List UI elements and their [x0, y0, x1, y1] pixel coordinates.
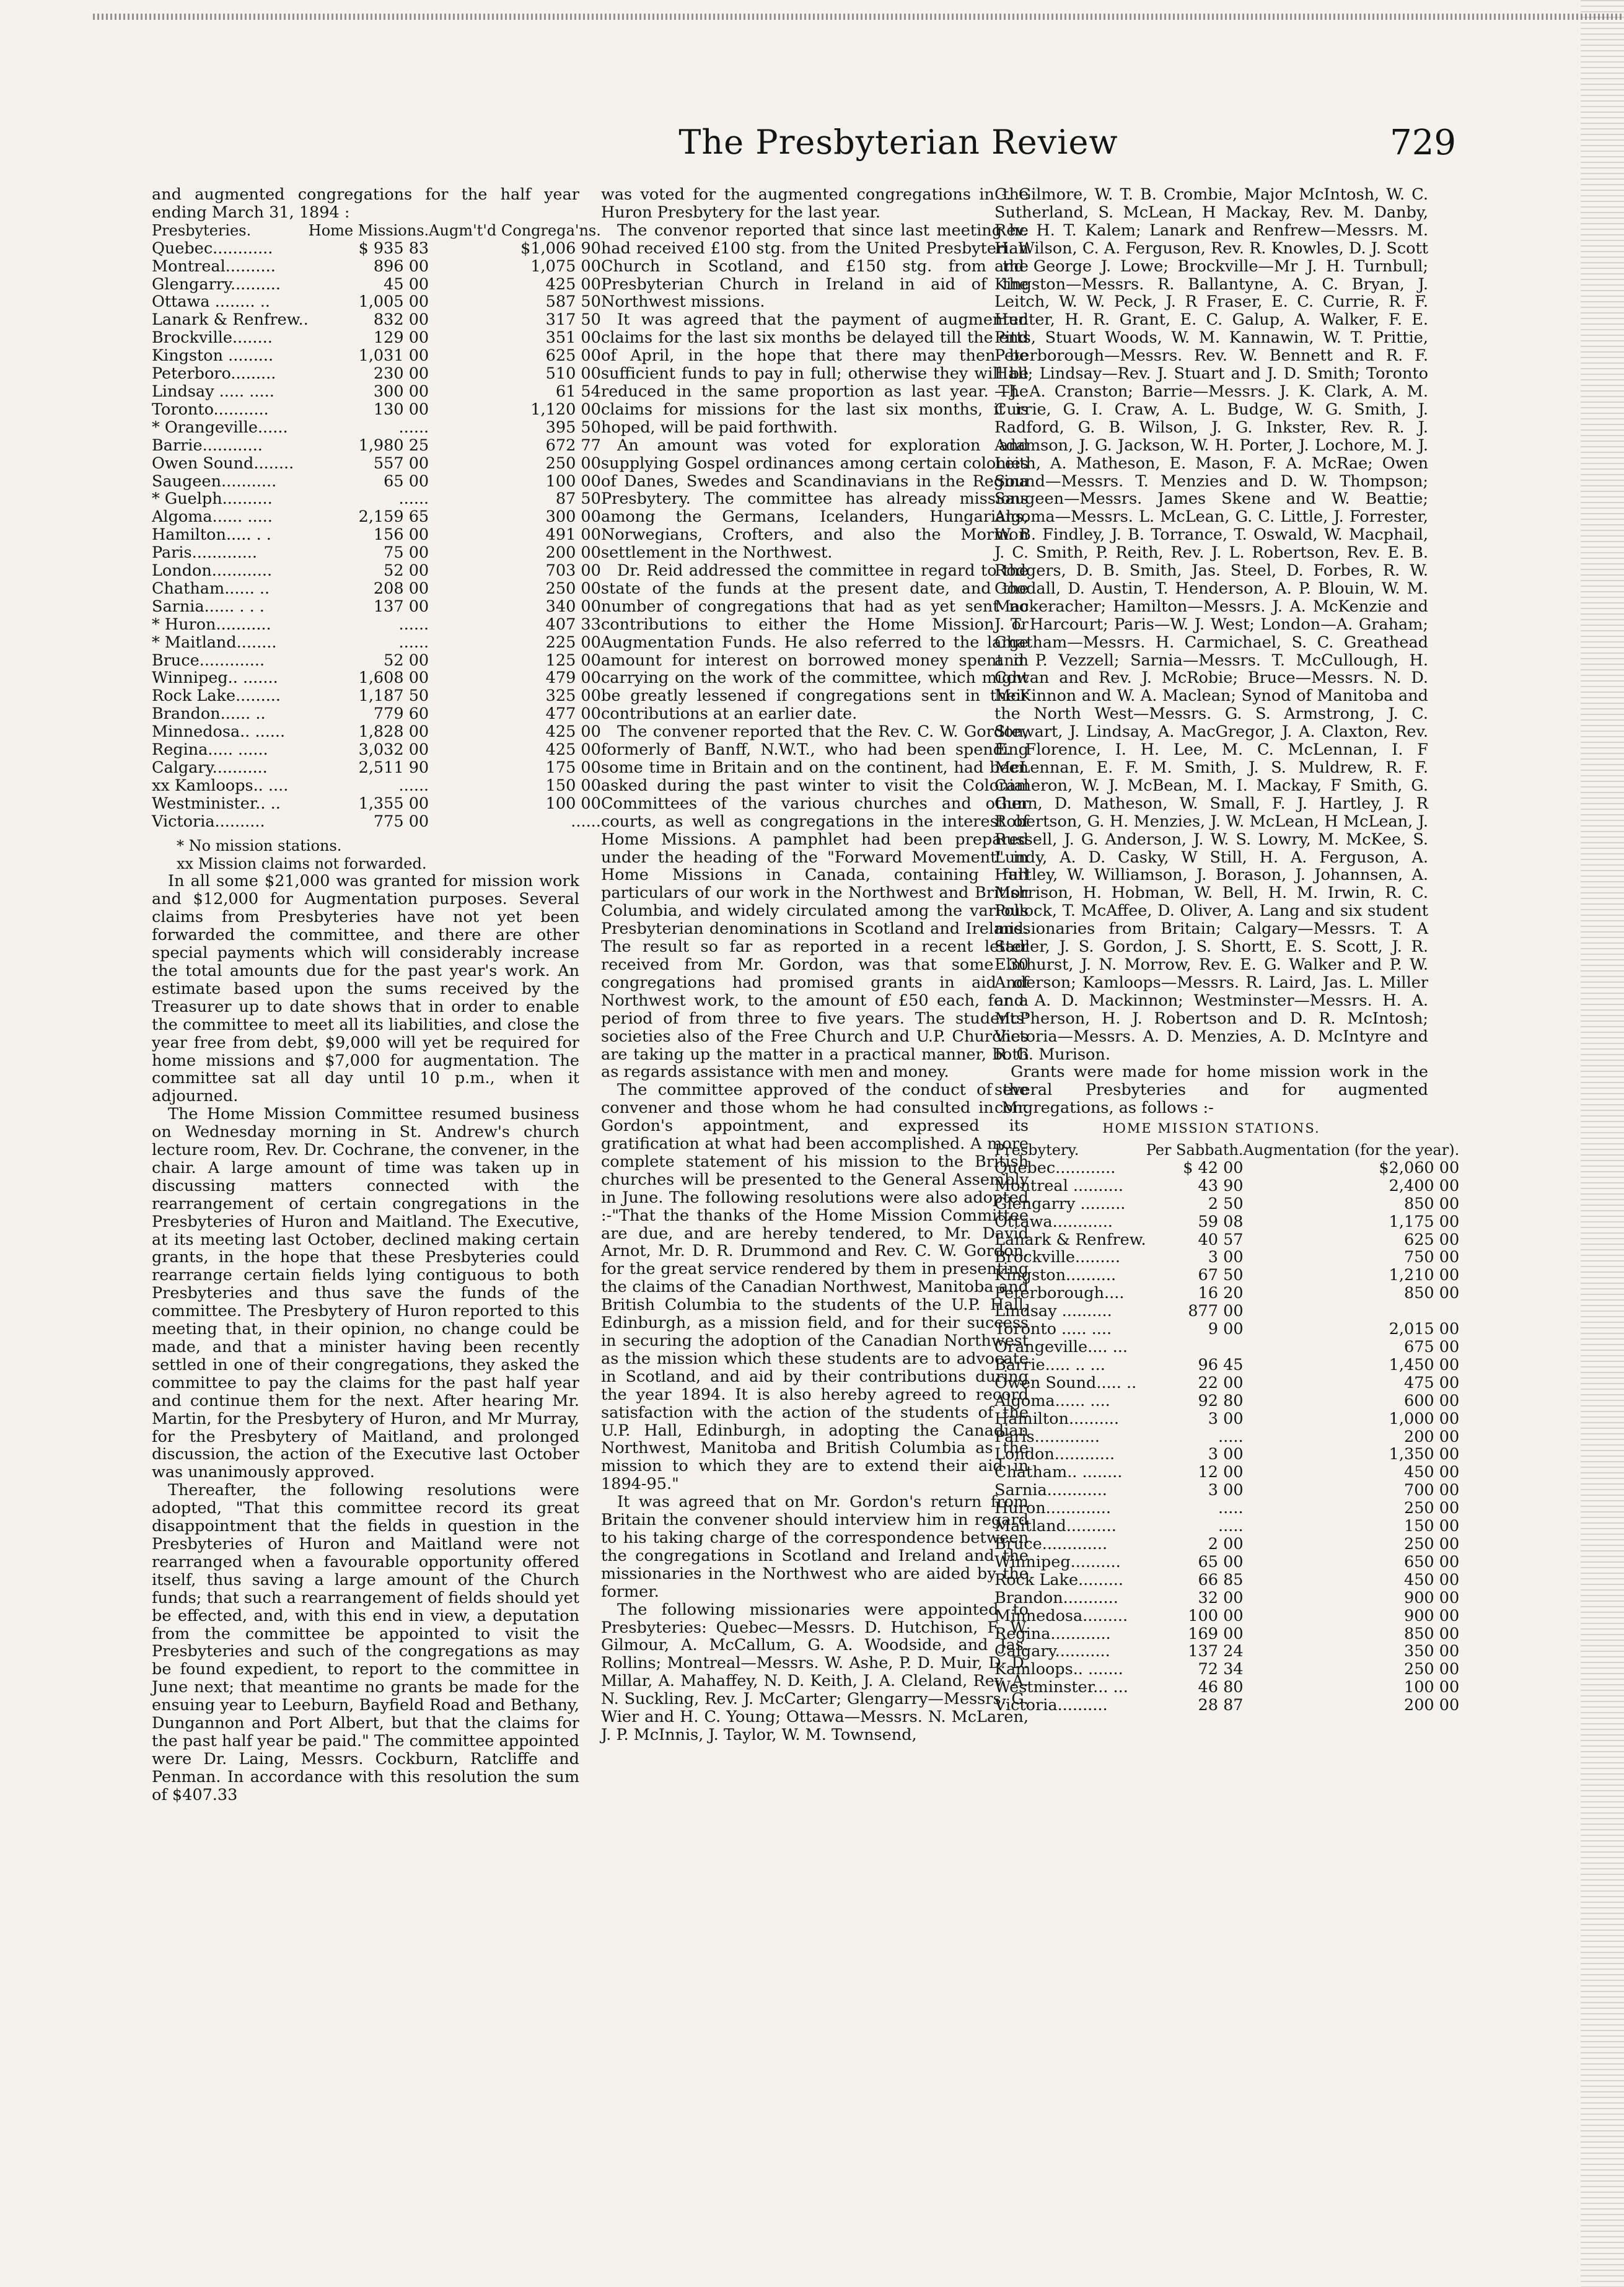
table-cell: Glengarry .........	[994, 1194, 1126, 1213]
table-cell: 200 00	[545, 543, 601, 563]
stations-table	[994, 1141, 1459, 1714]
table-cell: Paris.............	[152, 543, 258, 563]
table-row	[152, 813, 601, 831]
table-cell: 43 90	[1198, 1176, 1244, 1195]
scan-edge-right	[1581, 0, 1624, 2287]
table-cell: 425 00	[545, 274, 601, 294]
table-row	[994, 1213, 1459, 1231]
table-cell: 587 50	[545, 292, 601, 312]
table-cell: Brandon...........	[994, 1588, 1118, 1607]
table-cell: 600 00	[1403, 1391, 1460, 1410]
col2-paragraph: It was agreed that the payment of augmented claims for the last six months be delayed till the end of April, in the hope that there may then be sufficient funds to pay in full; otherwise they will be reduced in the same proportion as last year. The claims for missions for the last six months, it is hoped, will be paid forthwith.	[601, 310, 1029, 437]
scan-edge-top	[93, 14, 1624, 20]
table-cell: 9 00	[1208, 1320, 1244, 1339]
table-cell: 325 00	[545, 687, 601, 706]
table-row	[152, 311, 601, 329]
col2-paragraph: was voted for the augmented congregations in the Huron Presbytery for the last year.	[601, 185, 1029, 222]
table-cell: London............	[152, 561, 273, 581]
table-cell: 1,175 00	[1389, 1212, 1460, 1231]
table-row	[152, 401, 601, 419]
col1-intro: and augmented congregations for the half year ending March 31, 1894 :	[152, 185, 579, 222]
table-cell: 1,355 00	[358, 794, 429, 813]
table-cell: 1,450 00	[1389, 1355, 1460, 1374]
col2-paragraph: The committee approved of the conduct of the convener and those whom he had consulted in Mr. Gordon's appointment, and expressed its gratification at what had been accomplished. A more complete statement of his mission to the British churches will be presented to the General Assembly in June. The following resolutions were also adopted :-"That the thanks of the Home Mission Committee are due, and are hereby tendered, to Mr. David Arnot, Mr. D. R. Drummond and Rev. C. W. Gordon, for the great service rendered by them in presenting the claims of the Canadian Northwest, Manitoba and British Columbia to the students of the U.P. Hall, Edinburgh, as a mission field, and for their success in securing the adoption of the Canadian Northwest as the mission which these students are to advocate in Scotland, and aid by their contributions during the year 1894. It is also hereby agreed to record satisfaction with the action of the students of the U.P. Hall, Edinburgh, in adopting the Canadian Northwest, Manitoba and British Columbia as the mission to which they are to extend their aid in 1894-95."	[601, 1081, 1029, 1494]
table-cell: Calgary...........	[152, 758, 268, 777]
table-row	[152, 687, 601, 705]
table-cell: 137 24	[1188, 1642, 1244, 1661]
table-cell: 1,120 00	[530, 400, 601, 419]
grants-header-augmented: Augm't'd Congrega'ns.	[429, 221, 601, 239]
table-cell: 877 00	[1188, 1302, 1244, 1321]
table-cell: 200 00	[1403, 1696, 1460, 1715]
table-cell: $ 42 00	[1183, 1158, 1244, 1177]
note-not-forwarded: xx Mission claims not forwarded.	[177, 854, 427, 872]
table-cell: 32 00	[1198, 1588, 1244, 1607]
table-cell: 1,828 00	[358, 722, 429, 742]
table-cell: Toronto ..... ....	[994, 1320, 1112, 1339]
table-cell: Glengarry..........	[152, 274, 281, 294]
table-row	[994, 1266, 1459, 1284]
table-cell: Bruce.............	[152, 651, 265, 670]
table-row	[152, 240, 601, 258]
table-cell: 1,000 00	[1389, 1409, 1460, 1428]
table-cell: Chatham.. ........	[994, 1463, 1123, 1482]
table-cell: 625 00	[545, 346, 601, 366]
table-row	[994, 1589, 1459, 1607]
table-cell: 3 00	[1208, 1445, 1244, 1464]
table-cell: Peterboro.........	[152, 364, 276, 384]
table-cell: 28 87	[1198, 1696, 1244, 1715]
col3-paragraph: Grants were made for home mission work in the several Presbyteries and for augmented congregations, as follows :-	[994, 1063, 1428, 1118]
table-cell: 150 00	[545, 776, 601, 795]
table-row	[994, 1159, 1459, 1177]
page-number: 729	[1390, 123, 1456, 163]
table-row	[152, 419, 601, 437]
table-row	[152, 293, 601, 311]
table-cell: Brockville.........	[994, 1248, 1120, 1267]
table-row	[152, 741, 601, 759]
table-cell: Saugeen...........	[152, 472, 277, 491]
table-cell: Bruce.............	[994, 1534, 1108, 1553]
table-row	[994, 1446, 1459, 1464]
table-row	[152, 562, 601, 580]
table-row	[994, 1231, 1459, 1249]
table-cell: Rock Lake.........	[152, 687, 281, 706]
table-cell: 750 00	[1403, 1248, 1460, 1267]
col1-paragraph: In all some $21,000 was granted for mission work and $12,000 for Augmentation purposes. Several claims from Presbyteries have not yet been forwarded the committee, and there are other special payments which will considerably increase the total amounts due for the past year's work. An estimate based upon the sums received by the Treasurer up to date shows that in order to enable the committee to meet all its liabilities, and close the year free from debt, $9,000 will yet be required for home missions and $7,000 for augmentation. The committee sat all day until 10 p.m., when it adjourned.	[152, 872, 579, 1106]
col3-paragraph: G. Gilmore, W. T. B. Crombie, Major McIntosh, W. C. Sutherland, S. McLean, H Mackay, Rev. M. Danby, Rev. H. T. Kalem; Lanark and Renfrew—Messrs. M. H. Wilson, C. A. Ferguson, Rev. R. Knowles, D. J. Scott and George J. Lowe; Brockville—Mr J. H. Turnbull; Kingston—Messrs. R. Ballantyne, A. C. Bryan, J. Leitch, W. W. Peck, J. R Fraser, E. C. Currie, R. F. Hunter, H. R. Grant, E. C. Galup, A. Walker, F. E. Pitts, Stuart Woods, W. M. Kannawin, W. T. Prittie, Peterborough—Messrs. Rev. W. Bennett and R. F. Hall; Lindsay—Rev. J. Stuart and J. D. Smith; Toronto—J. A. Cranston; Barrie—Messrs. J. K. Clark, A. M. Currie, G. I. Craw, A. L. Budge, W. G. Smith, J. Radford, G. B. Wilson, J. G. Inkster, Rev. R. J. Adamson, J. G. Jackson, W. H. Porter, J. Lochore, M. J. Leith, A. Matheson, E. Mason, F. A. McRae; Owen Sound—Messrs. T. Menzies and D. W. Thompson; Saugeen—Messrs. James Skene and W. Beattie; Algoma—Messrs. L. McLean, G. C. Little, J. Forrester, W. B. Findley, J. B. Torrance, T. Oswald, W. Macphail, J. C. Smith, P. Reith, Rev. J. L. Robertson, Rev. E. B. Rodgers, D. B. Smith, Jas. Steel, D. Forbes, R. W. Goodall, D. Austin, T. Henderson, A. P. Blouin, W. M. Mackeracher; Hamilton—Messrs. J. A. McKenzie and J. T. Harcourt; Paris—W. J. West; London—A. Graham; Chatham—Messrs. H. Carmichael, S. C. Greathead and P. Vezzell; Sarnia—Messrs. T. McCullough, H. Cowan and Rev. J. McRobie; Bruce—Messrs. N. D. McKinnon and W. A. Maclean; Synod of Manitoba and the North West—Messrs. G. S. Armstrong, J. C. Stewart, J. Lindsay, A. MacGregor, J. A. Claxton, Rev. E. Florence, I. H. Lee, M. C. McLennan, I. F McLennan, E. F. M. Smith, J. S. Muldrew, R. F. Cameron, W. J. McBean, M. I. Mackay, F Smith, G. Gunn, D. Matheson, W. Small, F. J. Hartley, J. R Robertson, G. H. Menzies, J. W. McLean, H McLean, J. Russell, J. G. Anderson, J. W. S. Lowry, M. McKee, S. Lundy, A. D. Casky, W Still, H. A. Ferguson, A. Hartley, W. Williamson, J. Borason, J. Johannsen, A. Morrison, H. Hobman, W. Bell, H. M. Irwin, R. C. Pollock, T. McAffee, D. Oliver, A. Lang and six student missionaries from Britain; Calgary—Messrs. T. A Sadler, J. S. Gordon, J. S. Shortt, E. S. Scott, J. R. Elmhurst, J. N. Morrow, Rev. E. G. Walker and P. W. Anderson; Kamloops—Messrs. R. Laird, Jas. L. Miller and A. D. Mackinnon; Westminster—Messrs. H. A. McPherson, H. J. Robertson and D. R. McIntosh; Victoria—Messrs. A. D. Menzies, A. D. McIntyre and R. G. Murison.	[994, 185, 1428, 1064]
table-cell: Barrie............	[152, 436, 263, 455]
table-cell: 65 00	[1198, 1552, 1244, 1571]
table-row	[994, 1249, 1459, 1266]
table-row	[152, 634, 601, 652]
table-row	[994, 1697, 1459, 1714]
table-row	[994, 1320, 1459, 1338]
table-row	[152, 652, 601, 670]
table-cell: 672 77	[545, 436, 601, 455]
table-row	[152, 473, 601, 491]
table-cell: 61 54	[555, 382, 601, 401]
table-row	[152, 777, 601, 795]
table-cell: 1,608 00	[358, 669, 429, 688]
table-cell: * Orangeville......	[152, 418, 288, 437]
table-cell: .....	[1218, 1517, 1244, 1536]
table-row	[994, 1464, 1459, 1482]
table-cell: Peterborough....	[994, 1284, 1125, 1303]
table-row	[152, 669, 601, 687]
table-row	[994, 1679, 1459, 1697]
table-cell: Montreal ..........	[994, 1176, 1123, 1195]
table-cell: 900 00	[1403, 1606, 1460, 1625]
table-cell: Minnedosa.........	[994, 1606, 1128, 1625]
publication-title: The Presbyterian Review	[678, 123, 1118, 162]
table-cell: Owen Sound..... ..	[994, 1373, 1137, 1392]
table-cell: 350 00	[1403, 1642, 1460, 1661]
table-cell: 3 00	[1208, 1481, 1244, 1500]
table-cell: Rock Lake.........	[994, 1570, 1124, 1589]
table-cell: Lanark & Renfrew.	[994, 1230, 1146, 1249]
table-cell: Toronto...........	[152, 400, 269, 419]
table-cell: 317 50	[545, 310, 601, 330]
home-mission-stations-caption: HOME MISSION STATIONS.	[1102, 1121, 1320, 1136]
table-cell: 557 00	[373, 454, 429, 473]
table-cell: 700 00	[1403, 1481, 1460, 1500]
table-cell: .....	[1218, 1499, 1244, 1518]
table-cell: 900 00	[1403, 1588, 1460, 1607]
table-cell: 850 00	[1403, 1194, 1460, 1213]
table-row	[152, 544, 601, 562]
table-cell: $2,060 00	[1379, 1158, 1460, 1177]
table-cell: Lanark & Renfrew..	[152, 310, 309, 330]
table-cell: xx Kamloops.. ....	[152, 776, 289, 795]
table-row	[152, 347, 601, 365]
table-cell: 300 00	[373, 382, 429, 401]
table-cell: 59 08	[1198, 1212, 1244, 1231]
table-cell: 351 00	[545, 328, 601, 348]
table-row	[152, 455, 601, 473]
table-cell: 491 00	[545, 525, 601, 545]
table-cell: Winnipeg.. .......	[152, 669, 278, 688]
table-cell: 46 80	[1198, 1678, 1244, 1697]
table-row	[152, 276, 601, 294]
table-cell: ......	[398, 776, 429, 795]
table-cell: Quebec............	[994, 1158, 1116, 1177]
table-row	[152, 490, 601, 508]
table-cell: 40 57	[1198, 1230, 1244, 1249]
table-cell: 300 00	[545, 507, 601, 527]
table-cell: Lindsay ..... .....	[152, 382, 274, 401]
table-cell: 779 60	[373, 705, 429, 724]
table-cell: 137 00	[373, 597, 429, 616]
table-row	[994, 1410, 1459, 1428]
table-cell: 100 00	[545, 472, 601, 491]
table-cell: Quebec............	[152, 239, 273, 258]
col2-paragraph: It was agreed that on Mr. Gordon's return from Britain the convener should interview him in regard to his taking charge of the correspondence between the congregations in Scotland and Ireland and the missionaries in the Northwest who are aided by the former.	[601, 1493, 1029, 1601]
table-cell: 896 00	[373, 257, 429, 276]
table-cell: 425 00	[545, 740, 601, 760]
table-cell: 200 00	[1403, 1427, 1460, 1446]
table-cell: Victoria..........	[994, 1696, 1108, 1715]
col2-paragraph: The following missionaries were appointed to Presbyteries: Quebec—Messrs. D. Hutchison, F. W. Gilmour, A. McCallum, G. A. Woodside, and Jas. Rollins; Montreal—Messrs. W. Ashe, P. D. Muir, D. D. Millar, A. Mahaffey, N. D. Keith, J. A. Cleland, Rev. A. N. Suckling, Rev. J. McCarter; Glengarry—Messrs. G. Wier and H. C. Young; Ottawa—Messrs. N. McLaren, J. P. McInnis, J. Taylor, W. M. Townsend,	[601, 1600, 1029, 1744]
table-cell: 150 00	[1403, 1517, 1460, 1536]
table-cell: 477 00	[545, 705, 601, 724]
table-row	[152, 723, 601, 741]
table-cell: 169 00	[1188, 1624, 1244, 1643]
table-row	[994, 1356, 1459, 1374]
table-row	[994, 1643, 1459, 1661]
table-cell: 16 20	[1198, 1284, 1244, 1303]
table-row	[994, 1338, 1459, 1356]
stations-header-presbytery: Presbytery.	[994, 1141, 1079, 1159]
col2-paragraph: The convener reported that the Rev. C. W. Gordon, formerly of Banff, N.W.T., who had been spending some time in Britain and on the continent, had been asked during the past winter to visit the Colonial Committees of the various churches and other courts, as well as congregations in the interest of Home Missions. A pamphlet had been prepared under the heading of the "Forward Movement" in Home Missions in Canada, containing full particulars of our work in the Northwest and British Columbia, and widely circulated among the various Presbyterian denominations in Scotland and Ireland. The result so far as reported in a recent letter received from Mr. Gordon, was that some 30 congregations had promised grants in aid of Northwest work, to the amount of £50 each, for a period of from three to five years. The students' societies also of the Free Church and U.P. Churches are taking up the matter in a practical manner, both as regards assistance with men and money.	[601, 722, 1029, 1082]
table-cell: 67 50	[1198, 1266, 1244, 1285]
table-cell: Owen Sound........	[152, 454, 294, 473]
col2-paragraph: An amount was voted for exploration and supplying Gospel ordinances among certain colonies of Danes, Swedes and Scandinavians in the Regina Presbytery. The committee has already missions among the Germans, Icelanders, Hungarians, Norwegians, Crofters, and also the Mormon settlement in the Northwest.	[601, 436, 1029, 563]
table-cell: 340 00	[545, 597, 601, 616]
table-row	[994, 1392, 1459, 1410]
table-cell: 1,980 25	[358, 436, 429, 455]
table-cell: 703 00	[545, 561, 601, 581]
table-cell: London............	[994, 1445, 1115, 1464]
table-cell: 3 00	[1208, 1409, 1244, 1428]
table-cell: Brandon...... ..	[152, 705, 266, 724]
table-row	[152, 616, 601, 634]
table-cell: 75 00	[384, 543, 429, 563]
table-cell: ......	[398, 489, 429, 509]
table-cell: 510 00	[545, 364, 601, 384]
table-cell: Kingston..........	[994, 1266, 1117, 1285]
table-cell: 65 00	[384, 472, 429, 491]
table-cell: 2,400 00	[1389, 1176, 1460, 1195]
column-1	[152, 185, 601, 1804]
column-2	[601, 186, 1029, 1744]
table-cell: * Huron...........	[152, 615, 271, 634]
table-cell	[1244, 1302, 1460, 1320]
table-cell: Winnipeg..........	[994, 1552, 1121, 1571]
table-row	[152, 258, 601, 276]
table-cell: Calgary...........	[994, 1642, 1110, 1661]
table-cell: $ 935 83	[358, 239, 429, 258]
table-cell: 230 00	[373, 364, 429, 384]
note-no-stations: * No mission stations.	[177, 836, 342, 854]
table-cell: ......	[398, 615, 429, 634]
table-cell: 1,187 50	[358, 687, 429, 706]
table-row	[152, 598, 601, 616]
table-row	[994, 1195, 1459, 1213]
table-row	[994, 1482, 1459, 1499]
table-cell: Ottawa ........ ..	[152, 292, 270, 312]
table-cell: 850 00	[1403, 1284, 1460, 1303]
col1-paragraph: Thereafter, the following resolutions were adopted, "That this committee record its great disappointment that the fields in question in the Presbyteries of Huron and Maitland were not rearranged when a favourable opportunity offered itself, thus saving a large amount of the Church funds; that such a rearrangement of fields should yet be effected, and, with this end in view, a deputation from the committee be appointed to visit the Presbyteries and such of the congregations as may be found expedient, to report to the committee in June next; that meantime no grants be made for the ensuing year to Leeburn, Bayfield Road and Bethany, Dungannon and Port Albert, but that the claims for the past half year be paid." The committee appointed were Dr. Laing, Messrs. Cockburn, Ratcliffe and Penman. In accordance with this resolution the sum of $407.33	[152, 1481, 579, 1804]
table-cell: 208 00	[373, 579, 429, 598]
grants-table	[152, 222, 601, 831]
table-cell: 675 00	[1403, 1338, 1460, 1356]
table-cell: 22 00	[1198, 1373, 1244, 1392]
table-cell: 250 00	[1403, 1660, 1460, 1679]
table-cell: Sarnia............	[994, 1481, 1107, 1500]
table-cell: Orangeville.... ...	[994, 1338, 1128, 1356]
table-cell: Algoma...... .....	[152, 507, 273, 527]
col1-paragraph: The Home Mission Committee resumed business on Wednesday morning in St. Andrew's church lecture room, Rev. Dr. Cochrane, the convener, in the chair. A large amount of time was taken up in discussing matters connected with the rearrangement of certain congregations in the Presbyteries of Huron and Maitland. The Executive, at its meeting last October, declined making certain grants, in the hope that these Presbyteries could rearrange certain fields lying contiguous to both Presbyteries and thus save the funds of the committee. The Presbytery of Huron reported to this meeting that, in their opinion, no change could be made, and that a minister having been recently settled in one of their congregations, they asked the committee to pay the claims for the past half year and continue them for the next. After hearing Mr. Martin, for the Presbytery of Huron, and Mr Murray, for the Presbytery of Maitland, and prolonged discussion, the action of the Executive last October was unanimously approved.	[152, 1105, 579, 1482]
table-cell: Lindsay ..........	[994, 1302, 1112, 1321]
table-cell: 407 33	[545, 615, 601, 634]
table-row	[152, 437, 601, 455]
table-row	[994, 1571, 1459, 1589]
table-cell: Brockville........	[152, 328, 273, 348]
table-cell: 625 00	[1403, 1230, 1460, 1249]
table-row	[152, 795, 601, 813]
table-cell: Regina..... ......	[152, 740, 268, 760]
table-row	[994, 1374, 1459, 1392]
table-cell: ......	[398, 418, 429, 437]
grants-table-header	[152, 222, 601, 240]
table-cell: 479 00	[545, 669, 601, 688]
table-cell: 850 00	[1403, 1624, 1460, 1643]
table-row	[994, 1661, 1459, 1679]
table-cell: $1,006 90	[520, 239, 601, 258]
table-cell: 96 45	[1198, 1355, 1244, 1374]
table-cell: Huron.............	[994, 1499, 1112, 1518]
table-cell: Paris.............	[994, 1427, 1100, 1446]
table-cell: 130 00	[373, 400, 429, 419]
table-cell: 66 85	[1198, 1570, 1244, 1589]
table-row	[994, 1535, 1459, 1553]
table-row	[152, 580, 601, 598]
table-row	[152, 508, 601, 526]
table-cell: 52 00	[384, 561, 429, 581]
stations-table-header	[994, 1141, 1459, 1159]
table-row	[994, 1517, 1459, 1535]
table-cell: 92 80	[1198, 1391, 1244, 1410]
table-row	[994, 1428, 1459, 1446]
table-row	[152, 759, 601, 777]
table-cell: 250 00	[545, 454, 601, 473]
table-row	[152, 329, 601, 347]
table-row	[994, 1302, 1459, 1320]
table-cell: 2 00	[1208, 1534, 1244, 1553]
table-cell: Minnedosa.. ......	[152, 722, 286, 742]
table-cell: Ottawa............	[994, 1212, 1113, 1231]
stations-header-per-sabbath: Per Sabbath.	[1146, 1141, 1244, 1159]
table-cell: 475 00	[1403, 1373, 1460, 1392]
table-cell: 156 00	[373, 525, 429, 545]
table-cell: 45 00	[384, 274, 429, 294]
table-cell: 52 00	[384, 651, 429, 670]
table-row	[994, 1625, 1459, 1643]
table-cell: ......	[398, 633, 429, 652]
table-cell: Chatham...... ..	[152, 579, 270, 598]
table-cell: 3 00	[1208, 1248, 1244, 1267]
table-cell: 832 00	[373, 310, 429, 330]
table-row	[994, 1553, 1459, 1571]
col2-paragraph: The convenor reported that since last meeting he had received £100 stg. from the United Presbyterian Church in Scotland, and £150 stg. from the Presbyterian Church in Ireland in aid of the Northwest missions.	[601, 221, 1029, 312]
table-cell: 2,511 90	[358, 758, 429, 777]
table-cell: Barrie..... .. ...	[994, 1355, 1105, 1374]
table-cell: Sarnia...... . . .	[152, 597, 265, 616]
table-row	[994, 1499, 1459, 1517]
table-cell: 100 00	[1403, 1678, 1460, 1697]
table-cell: Kamloops.. .......	[994, 1660, 1123, 1679]
grants-header-presbyteries: Presbyteries.	[152, 221, 252, 239]
table-cell: 250 00	[545, 579, 601, 598]
table-cell: 125 00	[545, 651, 601, 670]
table-cell: Maitland..........	[994, 1517, 1117, 1536]
table-cell: 72 34	[1198, 1660, 1244, 1679]
table-cell: 87 50	[555, 489, 601, 509]
column-3	[994, 185, 1460, 1715]
table-cell: 1,210 00	[1389, 1266, 1460, 1285]
table-cell: * Maitland........	[152, 633, 277, 652]
table-cell: * Guelph..........	[152, 489, 273, 509]
table-cell: 175 00	[545, 758, 601, 777]
table-cell: Kingston .........	[152, 346, 274, 366]
table-cell: Westminister.. ..	[152, 794, 281, 813]
stations-header-augmentation: Augmentation (for the year).	[1243, 1141, 1460, 1159]
table-cell: 425 00	[545, 722, 601, 742]
table-cell: 2 50	[1208, 1194, 1244, 1213]
table-cell: 129 00	[373, 328, 429, 348]
grants-header-home-missions: Home Missions.	[308, 221, 429, 239]
table-cell: 1,075 00	[530, 257, 601, 276]
table-cell: 1,005 00	[358, 292, 429, 312]
table-cell: 250 00	[1403, 1534, 1460, 1553]
table-cell: .....	[1218, 1427, 1244, 1446]
table-cell: 2,015 00	[1389, 1320, 1460, 1339]
table-cell: Montreal..........	[152, 257, 276, 276]
table-cell: 2,159 65	[358, 507, 429, 527]
table-cell: 225 00	[545, 633, 601, 652]
stations-table-body	[994, 1159, 1459, 1714]
col2-paragraph: Dr. Reid addressed the committee in regard to the state of the funds at the present date, and the number of congregations that had as yet sent no contributions to either the Home Mission or Augmentation Funds. He also referred to the large amount for interest on borrowed money spent in carrying on the work of the committee, which might be greatly lessened if congregations sent in their contributions at an earlier date.	[601, 561, 1029, 724]
table-row	[994, 1177, 1459, 1195]
table-row	[152, 383, 601, 401]
table-cell: Westminster... ...	[994, 1678, 1128, 1697]
table-cell: Hamilton..... . .	[152, 525, 271, 545]
table-cell: Victoria..........	[152, 812, 265, 831]
grants-table-body	[152, 240, 601, 831]
table-cell: Algoma...... ....	[994, 1391, 1110, 1410]
table-cell: 1,350 00	[1389, 1445, 1460, 1464]
table-row	[152, 365, 601, 383]
table-cell: 650 00	[1403, 1552, 1460, 1571]
table-cell: 1,031 00	[358, 346, 429, 366]
table-cell: 3,032 00	[358, 740, 429, 760]
table-cell: Regina............	[994, 1624, 1111, 1643]
table-cell: Hamilton..........	[994, 1409, 1120, 1428]
table-cell: 100 00	[545, 794, 601, 813]
table-cell: 775 00	[373, 812, 429, 831]
table-cell: 12 00	[1198, 1463, 1244, 1482]
page-header	[384, 123, 1456, 166]
table-cell: ......	[571, 812, 601, 831]
table-row	[994, 1284, 1459, 1302]
table-cell	[1146, 1338, 1244, 1356]
table-row	[152, 705, 601, 723]
table-cell: 450 00	[1403, 1570, 1460, 1589]
table-row	[152, 526, 601, 544]
table-cell: 450 00	[1403, 1463, 1460, 1482]
table-row	[994, 1607, 1459, 1625]
table-cell: 395 50	[545, 418, 601, 437]
table-cell: 250 00	[1403, 1499, 1460, 1518]
table-cell: 100 00	[1188, 1606, 1244, 1625]
